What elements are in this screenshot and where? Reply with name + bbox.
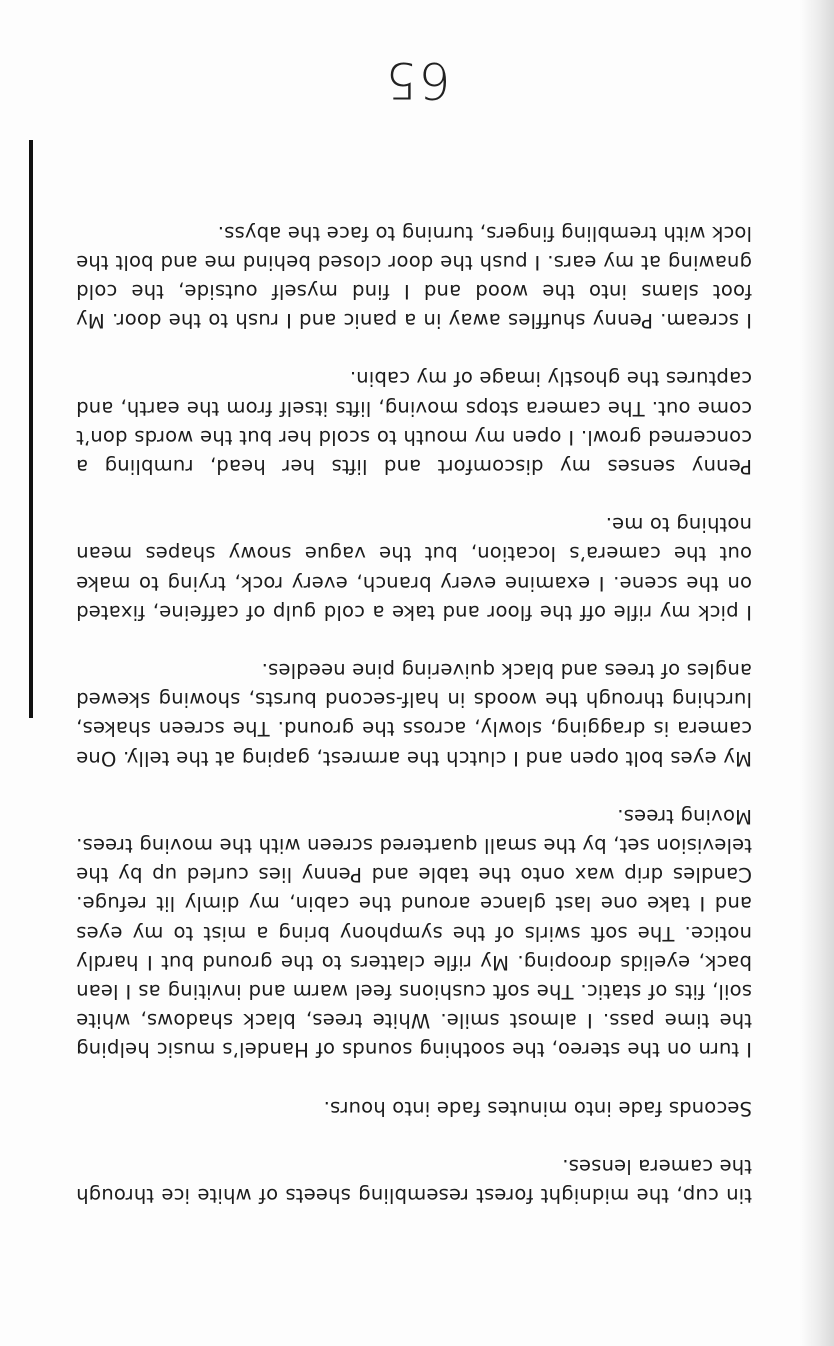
- paragraph-pick-rifle: I pick my rifle off the floor and take a cold gulp of caffeine, fixated on the scene. I examine every branch, every rock, trying to make out the camera’s location, but the vague snowy shapes mean nothing to me.: [76, 513, 752, 624]
- paragraph-seconds-fade: Seconds fade into minutes fade into hours.: [323, 1096, 752, 1120]
- paragraph-continuation: tin cup, the midnight forest resembling sheets of white ice through the camera lenses.: [76, 1154, 752, 1207]
- body-text: [76, 218, 752, 1210]
- page-number: 65: [383, 51, 451, 109]
- paragraph-scream: I scream. Penny shuffles away in a panic and I rush to the door. My foot slams into the wood and I find myself outside, the cold gnawing at my ears. I push the door closed behind me and bolt the lock with trembling fingers, turning to face the abyss.: [76, 221, 752, 333]
- paragraph-eyes-bolt: My eyes bolt open and I clutch the armrest, gaping at the telly. One camera is dragging, slowly, across the ground. The screen shakes, lurching through the woods in half-second bursts, showing skewed angles of trees and black quivering pine needles.: [76, 658, 752, 770]
- paragraph-penny-senses: Penny senses my discomfort and lifts her head, rumbling a concerned growl. I open my mouth to scold her but the words don’t come out. The camera stops moving, lifts itself from the earth, and captures the ghostly image of my cabin.: [76, 367, 752, 478]
- paragraph-stereo: I turn on the stereo, the soothing sounds of Handel’s music helping the time pass. I almost smile. White trees, black shadows, white soil, fits of static. The soft cushions feel warm and inviting as I lean back, eyelids drooping. My rifle clatters to the ground but I hardly notice. The soft swirls of the symphony bring a mist to my eyes and I take one last glance around the cabin, my dimly lit refuge. Candles drip wax onto the table and Penny lies curled up by the television set, by the small quartered screen with the moving trees. Moving trees.: [76, 804, 752, 1062]
- margin-rule: [29, 140, 33, 718]
- binding-shadow: [800, 0, 834, 1346]
